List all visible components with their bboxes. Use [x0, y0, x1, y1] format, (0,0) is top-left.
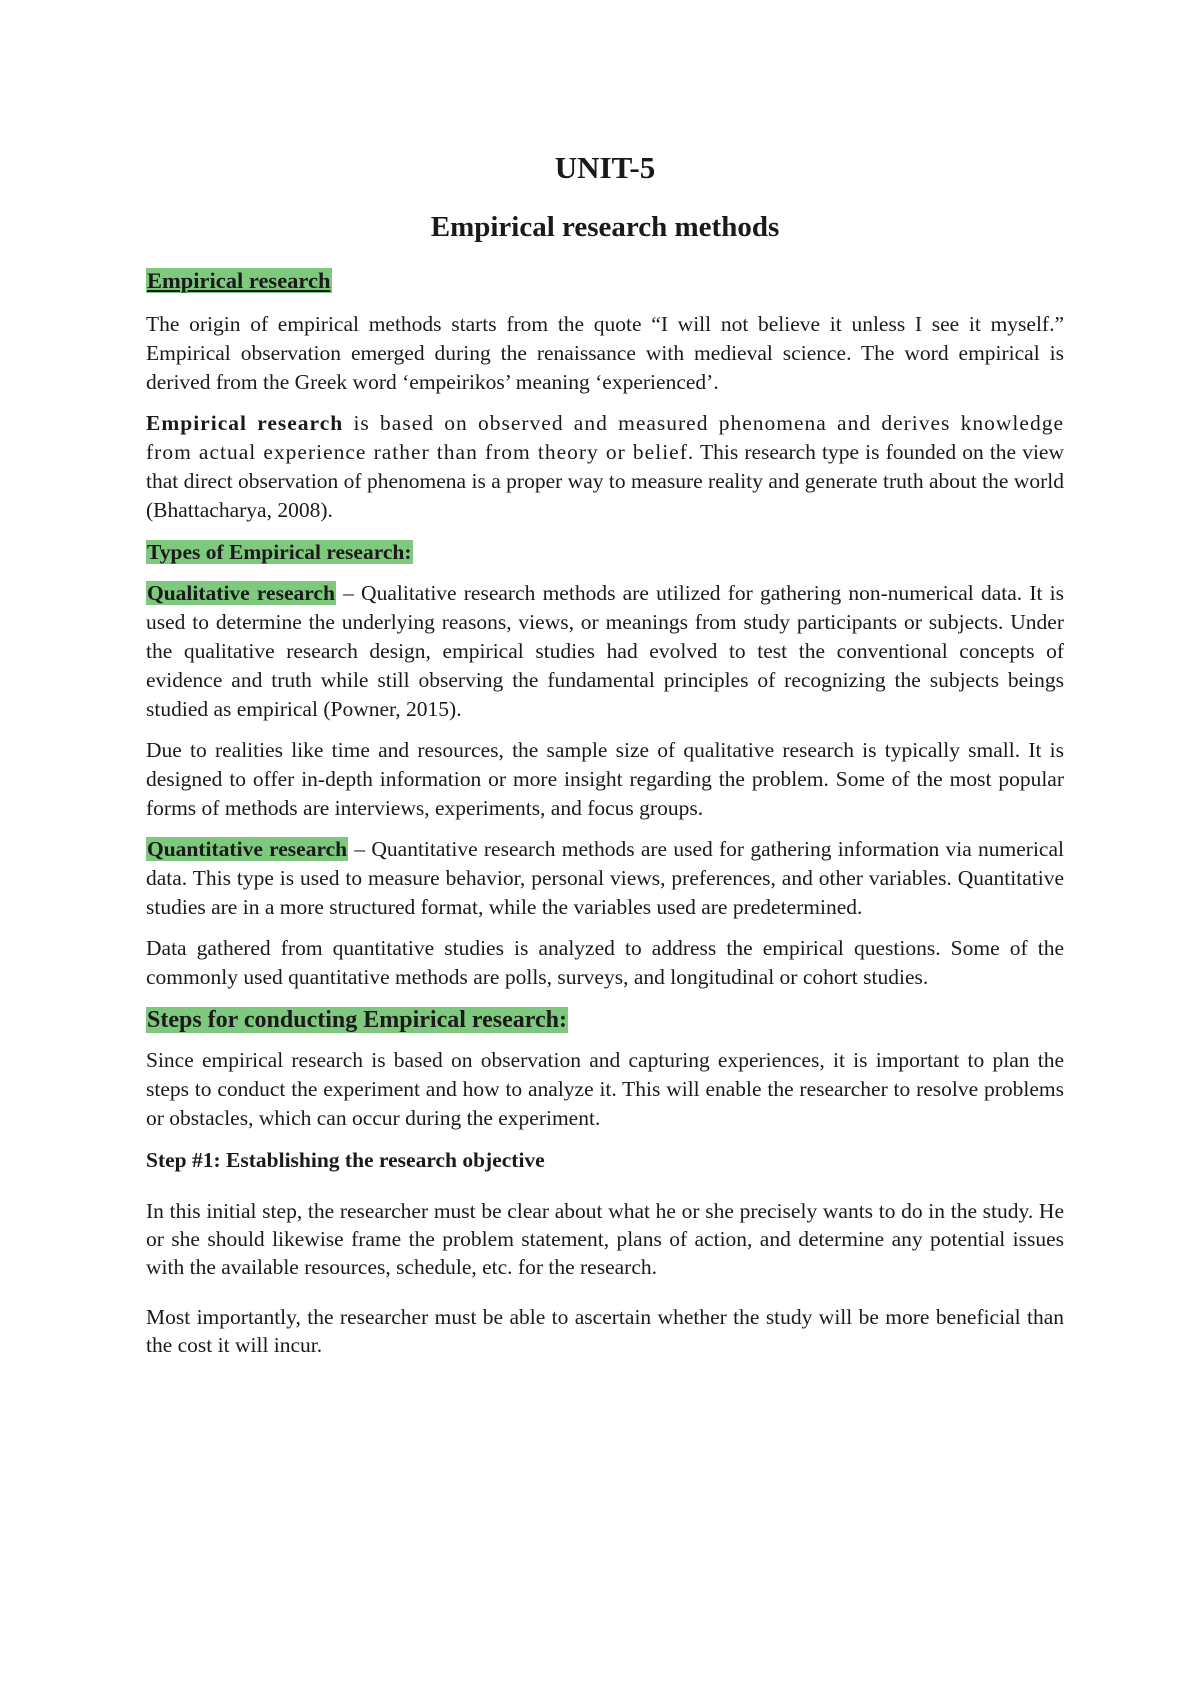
paragraph-quantitative-data: Data gathered from quantitative studies is analyzed to address the empirical questions. Some of the commonly used quantitative methods are polls, surveys, and longitudinal or cohort studies.	[146, 935, 1064, 989]
empirical-research-heading: Empirical research	[147, 268, 331, 293]
step-1-title: Step #1: Establishing the research objective	[146, 1147, 545, 1172]
term-empirical-research: Empirical research	[146, 411, 344, 435]
unit-title: UNIT-5	[554, 150, 656, 185]
document-title: Empirical research methods	[430, 211, 780, 243]
section-heading-steps	[146, 1004, 1064, 1036]
paragraph-origin: The origin of empirical methods starts from the quote “I will not believe it unless I see it myself.” Empirical observation emerged during the renaissance with medieval science. The word empirical is derived from the Greek word ‘empeirikos’ meaning ‘experienced’.	[146, 312, 1064, 394]
term-qualitative-research: Qualitative research	[147, 580, 335, 605]
document-body	[146, 266, 1064, 1381]
paragraph-step-1-initial: In this initial step, the researcher must be clear about what he or she precisely wants to do in the study. He or she should likewise frame the problem statement, plans of action, and determine any potential issues with the available resources, schedule, etc. for the research.	[146, 1199, 1064, 1279]
paragraph-step-1-cost: Most importantly, the researcher must be able to ascertain whether the study will be more beneficial than the cost it will incur.	[146, 1305, 1064, 1357]
definition-rest: This research type is founded on the view that direct observation of phenomena is a proper way to measure reality and generate truth about the world (Bhattacharya, 2008).	[146, 440, 1064, 522]
paragraph-empirical-definition	[146, 409, 1064, 525]
paragraph-qualitative-sample: Due to realities like time and resources, the sample size of qualitative research is typically small. It is designed to offer in-depth information or more insight regarding the problem. Some of the most popular forms of methods are interviews, experiments, and focus groups.	[146, 737, 1064, 820]
steps-heading: Steps for conducting Empirical research:	[147, 1006, 567, 1033]
paragraph-steps-intro: Since empirical research is based on observation and capturing experiences, it is important to plan the steps to conduct the experiment and how to analyze it. This will enable the researcher to resolve problems or obstacles, which can occur during the experiment.	[146, 1047, 1064, 1130]
section-heading-types	[146, 537, 1064, 568]
paragraph-quantitative	[146, 835, 1064, 922]
section-heading-empirical-research	[146, 266, 1064, 296]
term-quantitative-research: Quantitative research	[147, 836, 348, 861]
qualitative-text: – Qualitative research methods are utilized for gathering non-numerical data. It is used to determine the underlying reasons, views, or meanings from study participants or subjects. Under the qualitative research design, empirical studies had evolved to test the conventional concepts of evidence and truth while still observing the fundamental principles of recognizing the subjects beings studied as empirical (Powner, 2015).	[146, 580, 1064, 721]
quantitative-text: – Quantitative research methods are used for gathering information via numerical data. This type is used to measure behavior, personal views, preferences, and other variables. Quantitative studies are in a more structured format, while the variables used are predetermined.	[146, 836, 1064, 919]
definition-text: is based on observed and measured phenomena and derives knowledge from actual experience rather than from theory or belief.	[146, 411, 1064, 464]
types-heading: Types of Empirical research:	[147, 540, 412, 564]
paragraph-qualitative	[146, 579, 1064, 724]
